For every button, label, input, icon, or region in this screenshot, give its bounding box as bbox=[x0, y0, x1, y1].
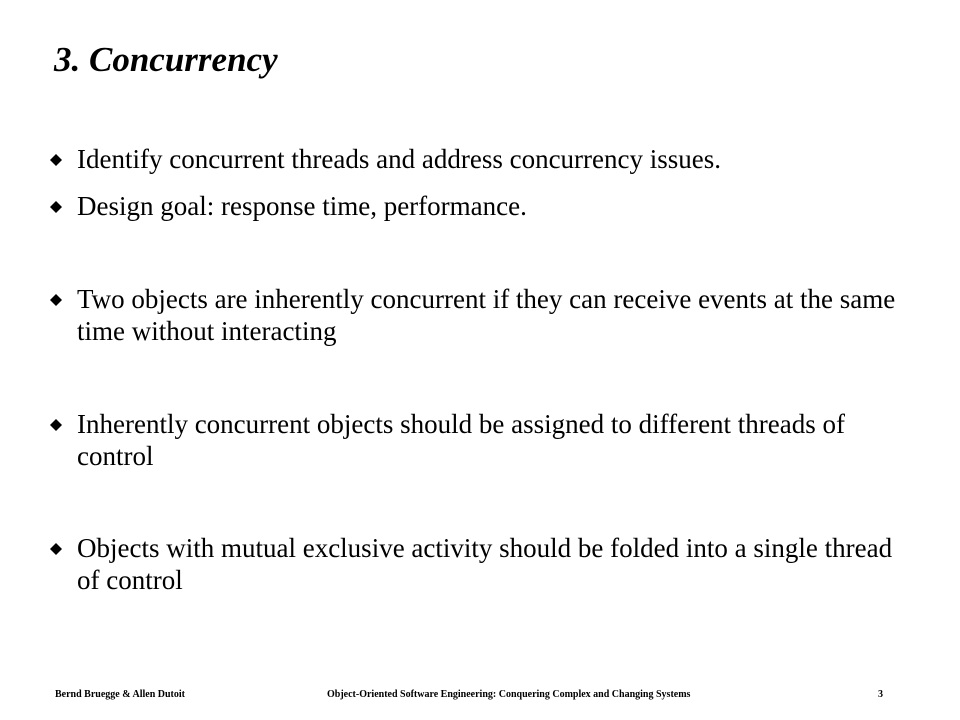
footer-book-title: Object-Oriented Software Engineering: Conquering Complex and Changing Systems bbox=[327, 689, 691, 700]
diamond-bullet-icon bbox=[50, 543, 62, 555]
bullet-item bbox=[50, 532, 920, 596]
diamond-bullet-icon bbox=[50, 419, 62, 431]
bullet-item bbox=[50, 143, 920, 175]
diamond-bullet-icon bbox=[50, 201, 62, 213]
bullet-item bbox=[50, 190, 920, 222]
slide-title: 3. Concurrency bbox=[54, 40, 278, 79]
bullet-text: Objects with mutual exclusive activity should be folded into a single thread of control bbox=[77, 533, 893, 595]
bullet-text: Identify concurrent threads and address concurrency issues. bbox=[77, 144, 722, 174]
bullet-text: Design goal: response time, performance. bbox=[77, 191, 527, 221]
bullet-item bbox=[50, 283, 920, 347]
diamond-bullet-icon bbox=[50, 294, 62, 306]
bullet-text: Two objects are inherently concurrent if they can receive events at the same time without interacting bbox=[77, 284, 896, 346]
footer-page-number: 3 bbox=[878, 689, 883, 700]
footer-authors: Bernd Bruegge & Allen Dutoit bbox=[55, 689, 185, 700]
bullet-item bbox=[50, 408, 920, 472]
diamond-bullet-icon bbox=[50, 154, 62, 166]
bullet-text: Inherently concurrent objects should be assigned to different threads of control bbox=[77, 409, 846, 471]
